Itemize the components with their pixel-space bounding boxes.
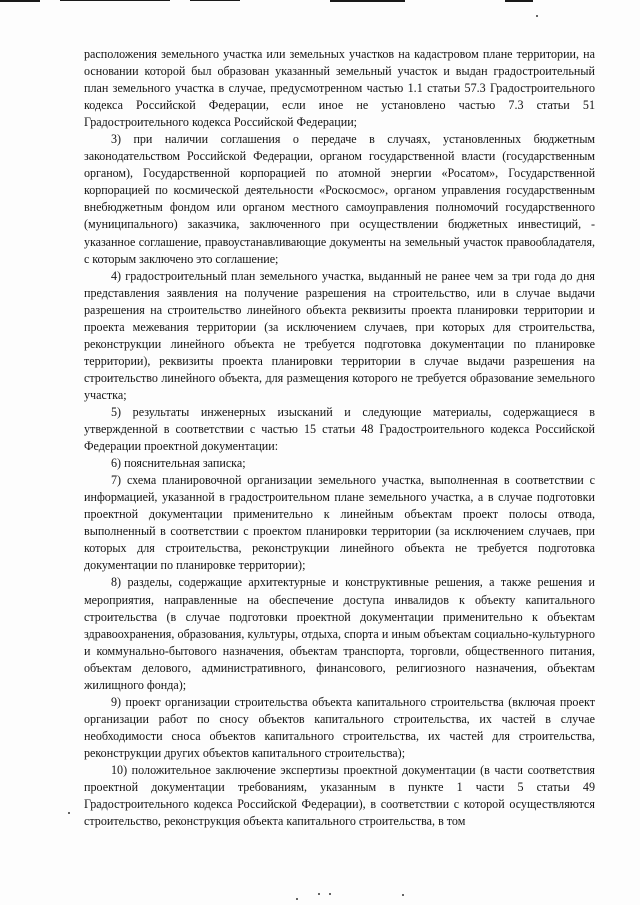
scan-speck bbox=[318, 893, 320, 895]
scan-artifact-top bbox=[330, 0, 405, 2]
scan-artifact-top bbox=[505, 0, 533, 2]
scan-artifact-top bbox=[0, 0, 40, 2]
paragraph-item-5: 5) результаты инженерных изысканий и следующие материалы, содержащиеся в утвержденной в соответствии с частью 15 статьи 48 Градостроительного кодекса Российской Федерации проектной документации: bbox=[84, 404, 595, 454]
scan-artifact-top bbox=[190, 0, 240, 1]
scan-speck bbox=[329, 893, 331, 895]
scan-speck bbox=[68, 812, 70, 814]
document-body bbox=[84, 46, 595, 830]
scan-speck bbox=[402, 894, 404, 896]
paragraph-item-6: 6) пояснительная записка; bbox=[111, 456, 246, 471]
paragraph-item-7: 7) схема планировочной организации земельного участка, выполненная в соответствии с информацией, указанной в градостроительном плане земельного участка, а в случае подготовки проектной документации применительно к линейным объектам проект полосы отвода, выполненный в соответствии с проектом планировки территории (за исключением случаев, при которых для строительства, реконструкции линейного объекта не требуется подготовка документации по планировке территории); bbox=[84, 473, 595, 573]
paragraph-continuation: расположения земельного участка или земельных участков на кадастровом плане территории, на основании которой был образован указанный земельный участок и выдан градостроительный план земельного участка в случае, предусмотренном частью 1.1 статьи 57.3 Градостроительного кодекса Российской Федерации, если иное не установлено частью 7.3 статьи 51 Градостроительного кодекса Российской Федерации; bbox=[84, 47, 595, 130]
scan-speck bbox=[296, 898, 298, 900]
paragraph-item-4: 4) градостроительный план земельного участка, выданный не ранее чем за три года до дня представления заявления на получение разрешения на строительство, или в случае выдачи разрешения на строительство линейного объекта реквизиты проекта планировки территории и проекта межевания территории (за исключением случаев, при которых для строительства, реконструкции линейного объекта не требуется подготовка документации по планировке территории), реквизиты проекта планировки территории в случае выдачи разрешения на строительство линейного объекта, для размещения которого не требуется образование земельного участка; bbox=[84, 268, 595, 402]
scan-speck bbox=[536, 15, 538, 17]
scan-artifact-top bbox=[60, 0, 170, 1]
paragraph-item-3: 3) при наличии соглашения о передаче в случаях, установленных бюджетным законодательством Российской Федерации, органом государственной власти (государственным органом), Государственной корпорацией по атомной энергии «Росатом», Государственной корпорацией по космической деятельности «Роскосмос», органом управления государственным внебюджетным фондом или органом местного самоуправления полномочий государственного (муниципального) заказчика, заключенного при осуществлении бюджетных инвестиций, - указанное соглашение, правоустанавливающие документы на земельный участок правообладателя, с которым заключено это соглашение; bbox=[84, 132, 595, 266]
paragraph-item-10: 10) положительное заключение экспертизы проектной документации (в части соответствия проектной документации требованиям, указанным в пункте 1 части 5 статьи 49 Градостроительного кодекса Российской Федерации), в соответствии с которой осуществляются строительство, реконструкция объекта капитального строительства, в том bbox=[84, 762, 595, 829]
paragraph-item-9: 9) проект организации строительства объекта капитального строительства (включая проект организации работ по сносу объектов капитального строительства, их частей в случае необходимости сноса объектов капитального строительства, их частей для строительства, реконструкции других объектов капитального строительства); bbox=[84, 694, 595, 760]
paragraph-item-8: 8) разделы, содержащие архитектурные и конструктивные решения, а также решения и мероприятия, направленные на обеспечение доступа инвалидов к объекту капитального строительства (в случае подготовки проектной документации применительно к объектам здравоохранения, образования, культуры, отдыха, спорта и иным объектам социально-культурного и коммунально-бытового назначения, объектам транспорта, торговли, общественного питания, объектам делового, административного, финансового, религиозного назначения, объектам жилищного фонда); bbox=[84, 575, 595, 692]
